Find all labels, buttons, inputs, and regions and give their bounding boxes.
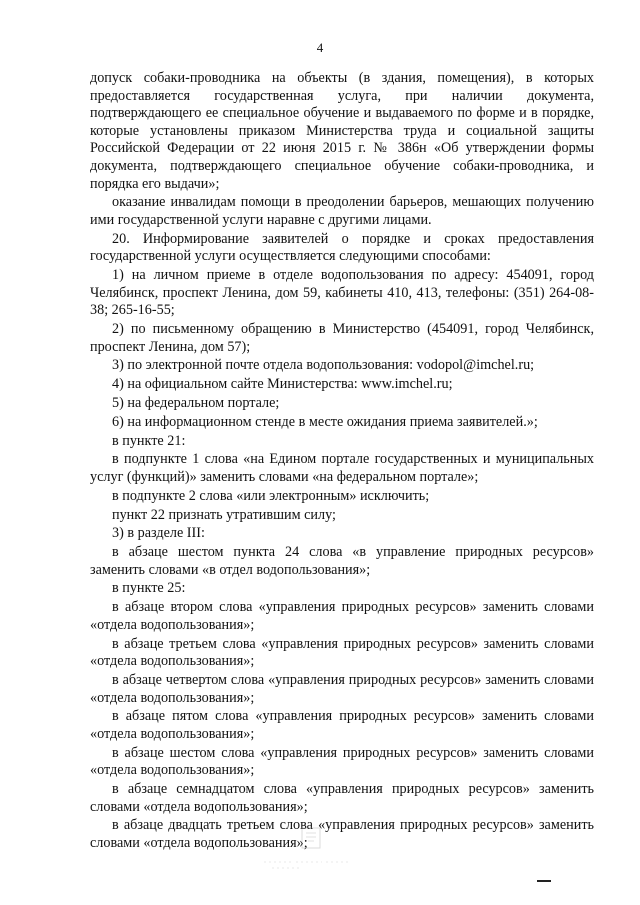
paragraph: в абзаце шестом слова «управления природных ресурсов» заменить словами «отдела водопользования»; [90, 744, 594, 779]
page-edge-mark [537, 880, 551, 882]
paragraph: в пункте 21: [112, 432, 186, 449]
paragraph: 3) в разделе III: [112, 525, 205, 542]
paragraph: в абзаце двадцать третьем слова «управления природных ресурсов» заменить словами «отдела водопользования»; [90, 817, 594, 852]
faint-stamp-mark [298, 825, 324, 851]
faint-scan-artifact [262, 857, 352, 871]
paragraph: в абзаце семнадцатом слова «управления природных ресурсов» заменить словами «отдела водопользования»; [90, 781, 594, 815]
paragraph: в абзаце третьем слова «управления природных ресурсов» заменить словами «отдела водопользования»; [90, 635, 594, 670]
paragraph: в абзаце втором слова «управления природных ресурсов» заменить словами «отдела водопользования»; [90, 599, 594, 633]
paragraph: в абзаце пятом слова «управления природных ресурсов» заменить словами «отдела водопользования»; [90, 708, 594, 742]
paragraph: 1) на личном приеме в отделе водопользования по адресу: 454091, город Челябинск, проспект Ленина, дом 59, кабинеты 410, 413, телефоны: (351) 264-08-38; 265-16-55; [90, 267, 594, 319]
paragraph: 2) по письменному обращению в Министерство (454091, город Челябинск, проспект Ленина, дом 57); [90, 321, 594, 355]
paragraph: в пункте 25: [112, 580, 186, 597]
paragraph: 4) на официальном сайте Министерства: www.imchel.ru; [112, 376, 453, 393]
paragraph: в подпункте 1 слова «на Едином портале государственных и муниципальных услуг (функций)» заменить словами «на федеральном портале»; [90, 451, 594, 485]
paragraph: пункт 22 признать утратившим силу; [112, 506, 336, 523]
document-body [90, 70, 594, 854]
paragraph: 3) по электронной почте отдела водопользования: vodopol@imchel.ru; [112, 357, 535, 374]
paragraph: оказание инвалидам помощи в преодолении барьеров, мешающих получению ими государственной услуги наравне с другими лицами. [90, 194, 594, 228]
paragraph: 6) на информационном стенде в месте ожидания приема заявителей.»; [112, 413, 538, 430]
page-number: 4 [316, 40, 324, 55]
paragraph: допуск собаки-проводника на объекты (в здания, помещения), в которых предоставляется государственная услуга, при наличии документа, подтверждающего ее специальное обучение и выдаваемого по форме и в порядке, которые установлены приказом Министерства труда и социальной защиты Российской Федерации от 22 июня 2015 г. № 386н «Об утверждении формы документа, подтверждающего специальное обучение собаки-проводника, и порядка его выдачи»; [90, 70, 594, 192]
paragraph: в абзаце шестом пункта 24 слова «в управление природных ресурсов» заменить словами «в отдел водопользования»; [90, 544, 594, 578]
paragraph: 5) на федеральном портале; [112, 395, 280, 411]
paragraph: 20. Информирование заявителей о порядке и сроках предоставления государственной услуги осуществляется следующими способами: [90, 230, 594, 265]
paragraph: в абзаце четвертом слова «управления природных ресурсов» заменить словами «отдела водопользования»; [90, 671, 594, 706]
paragraph: в подпункте 2 слова «или электронным» исключить; [112, 487, 430, 504]
